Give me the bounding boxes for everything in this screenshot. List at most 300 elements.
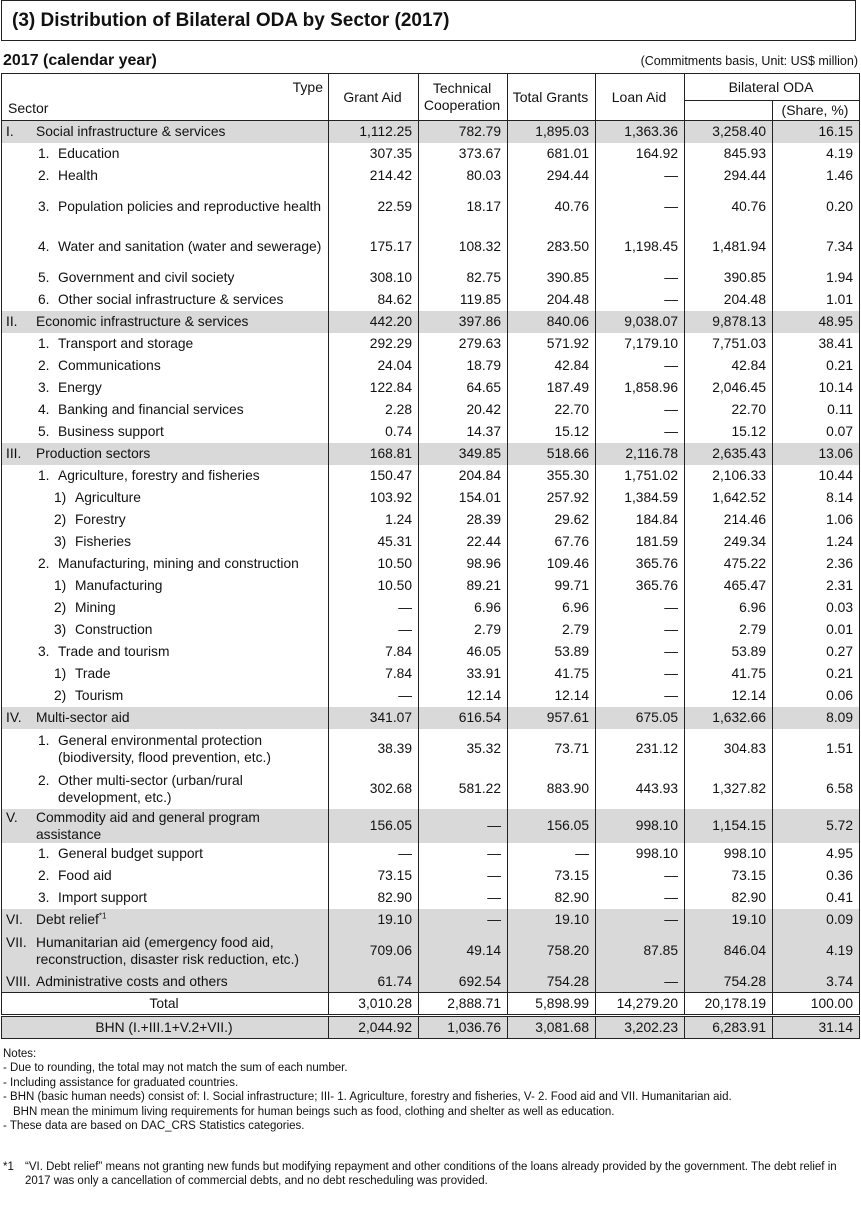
value-cell: 53.89 bbox=[685, 641, 773, 663]
value-cell: — bbox=[596, 421, 685, 443]
value-cell: 692.54 bbox=[419, 971, 508, 993]
sector-cell bbox=[2, 909, 329, 931]
sector-cell bbox=[2, 769, 329, 809]
sector-number: 3) bbox=[54, 534, 67, 549]
sector-name-wrap bbox=[36, 911, 322, 928]
sector-label bbox=[6, 772, 322, 806]
value-cell: 0.07 bbox=[773, 421, 860, 443]
sector-name: Manufacturing bbox=[75, 578, 163, 593]
table-row bbox=[2, 663, 860, 685]
sector-name: Production sectors bbox=[36, 446, 151, 461]
value-cell: 82.90 bbox=[685, 887, 773, 909]
value-cell: 1,858.96 bbox=[596, 377, 685, 399]
sector-name: Agriculture bbox=[75, 490, 141, 505]
sector-cell bbox=[2, 553, 329, 575]
sector-cell bbox=[2, 143, 329, 165]
value-cell: — bbox=[419, 809, 508, 843]
sector-name: General budget support bbox=[58, 846, 203, 861]
value-cell: — bbox=[596, 187, 685, 227]
value-cell: 355.30 bbox=[508, 465, 596, 487]
value-cell: 73.15 bbox=[329, 865, 419, 887]
table-row bbox=[2, 267, 860, 289]
sector-number: 2. bbox=[38, 556, 50, 571]
value-cell: 257.92 bbox=[508, 487, 596, 509]
value-cell: 349.85 bbox=[419, 443, 508, 465]
sector-cell bbox=[2, 333, 329, 355]
value-cell: 2.36 bbox=[773, 553, 860, 575]
value-cell: — bbox=[329, 597, 419, 619]
sector-label bbox=[6, 489, 322, 506]
sector-name: General environmental protection (biodiversity, flood prevention, etc.) bbox=[58, 732, 271, 765]
sector-number: 1) bbox=[54, 578, 67, 593]
value-cell: 10.50 bbox=[329, 553, 419, 575]
value-cell: 0.74 bbox=[329, 421, 419, 443]
sector-label bbox=[6, 665, 322, 682]
value-cell: 0.41 bbox=[773, 887, 860, 909]
sector-name-wrap bbox=[58, 238, 322, 255]
table-row bbox=[2, 729, 860, 769]
value-cell: 98.96 bbox=[419, 553, 508, 575]
value-cell: 35.32 bbox=[419, 729, 508, 769]
notes bbox=[3, 1047, 853, 1133]
sector-name-wrap bbox=[36, 445, 322, 462]
value-cell: 1.94 bbox=[773, 267, 860, 289]
value-cell: — bbox=[596, 865, 685, 887]
sector-name-wrap bbox=[58, 379, 322, 396]
value-cell: — bbox=[596, 619, 685, 641]
value-cell: 1,327.82 bbox=[685, 769, 773, 809]
bilateral-oda-header: Bilateral ODA bbox=[685, 74, 860, 101]
sector-label bbox=[6, 621, 322, 638]
sector-number: 1. bbox=[38, 468, 50, 483]
value-cell: 73.15 bbox=[508, 865, 596, 887]
sector-name: Construction bbox=[75, 622, 153, 637]
sector-cell bbox=[2, 641, 329, 663]
value-cell: 7.34 bbox=[773, 227, 860, 267]
value-cell: — bbox=[329, 843, 419, 865]
table-row bbox=[2, 887, 860, 909]
type-sector-header bbox=[2, 74, 329, 121]
value-cell: 48.95 bbox=[773, 311, 860, 333]
value-cell: 156.05 bbox=[508, 809, 596, 843]
share-header: (Share, %) bbox=[773, 101, 860, 121]
value-cell: 181.59 bbox=[596, 531, 685, 553]
value-cell: — bbox=[596, 165, 685, 187]
sector-cell bbox=[2, 509, 329, 531]
sector-name: Energy bbox=[58, 380, 102, 395]
sector-cell bbox=[2, 377, 329, 399]
value-cell: 279.63 bbox=[419, 333, 508, 355]
value-cell: 12.14 bbox=[508, 685, 596, 707]
sector-cell bbox=[2, 663, 329, 685]
sector-name: Population policies and reproductive health bbox=[58, 199, 322, 214]
value-cell: 82.90 bbox=[329, 887, 419, 909]
value-cell: 2,116.78 bbox=[596, 443, 685, 465]
value-cell: 168.81 bbox=[329, 443, 419, 465]
value-cell: 204.48 bbox=[685, 289, 773, 311]
value-cell: 204.84 bbox=[419, 465, 508, 487]
sector-name: Tourism bbox=[75, 688, 124, 703]
sector-name-wrap bbox=[75, 687, 322, 704]
value-cell: 2.79 bbox=[685, 619, 773, 641]
bhn-table bbox=[1, 1016, 860, 1039]
value-cell: 571.92 bbox=[508, 333, 596, 355]
sector-name-wrap bbox=[58, 555, 322, 572]
sector-name-wrap bbox=[58, 167, 322, 184]
sector-label bbox=[6, 335, 322, 352]
value-cell: 103.92 bbox=[329, 487, 419, 509]
page-title: (3) Distribution of Bilateral ODA by Sector (2017) bbox=[12, 10, 450, 31]
sector-name-wrap bbox=[75, 533, 322, 550]
value-cell: — bbox=[596, 641, 685, 663]
sector-label bbox=[6, 809, 322, 843]
sector-name: Business support bbox=[58, 424, 164, 439]
total-cell: 20,178.19 bbox=[685, 993, 773, 1015]
value-cell: 4.19 bbox=[773, 931, 860, 971]
sector-name: Manufacturing, mining and construction bbox=[58, 556, 299, 571]
footnote-ref: *1 bbox=[98, 911, 107, 921]
sector-number: 3) bbox=[54, 622, 67, 637]
sector-name: Water and sanitation (water and sewerage) bbox=[58, 239, 322, 254]
value-cell: 45.31 bbox=[329, 531, 419, 553]
value-cell: 46.05 bbox=[419, 641, 508, 663]
sector-name-wrap bbox=[58, 145, 322, 162]
value-cell: 249.34 bbox=[685, 531, 773, 553]
year-label: 2017 (calendar year) bbox=[3, 52, 157, 69]
value-cell: 341.07 bbox=[329, 707, 419, 729]
sector-name-wrap bbox=[36, 973, 322, 990]
sector-label bbox=[6, 845, 322, 862]
value-cell: 5.72 bbox=[773, 809, 860, 843]
value-cell: 231.12 bbox=[596, 729, 685, 769]
value-cell: 294.44 bbox=[685, 165, 773, 187]
value-cell: 22.44 bbox=[419, 531, 508, 553]
sector-number: 1) bbox=[54, 666, 67, 681]
sector-cell bbox=[2, 707, 329, 729]
sector-label bbox=[6, 643, 322, 660]
sector-cell bbox=[2, 887, 329, 909]
value-cell: 19.10 bbox=[329, 909, 419, 931]
table-row bbox=[2, 311, 860, 333]
sector-cell bbox=[2, 729, 329, 769]
value-cell: 19.10 bbox=[508, 909, 596, 931]
sector-number: VIII. bbox=[6, 973, 31, 989]
bilateral-oda-amount-header bbox=[685, 101, 773, 121]
sector-name-wrap bbox=[75, 599, 322, 616]
table-row bbox=[2, 443, 860, 465]
sector-name-wrap bbox=[58, 401, 322, 418]
title-box bbox=[1, 0, 856, 41]
sector-name-wrap bbox=[58, 269, 322, 286]
sector-number: 3. bbox=[38, 644, 50, 659]
value-cell: — bbox=[596, 909, 685, 931]
value-cell: 38.39 bbox=[329, 729, 419, 769]
sector-name-wrap bbox=[58, 643, 322, 660]
value-cell: 4.19 bbox=[773, 143, 860, 165]
value-cell: 64.65 bbox=[419, 377, 508, 399]
value-cell: 12.14 bbox=[419, 685, 508, 707]
value-cell: 40.76 bbox=[685, 187, 773, 227]
value-cell: 302.68 bbox=[329, 769, 419, 809]
sector-number: IV. bbox=[6, 710, 22, 725]
table-body bbox=[2, 121, 860, 1015]
value-cell: — bbox=[419, 887, 508, 909]
value-cell: 3.74 bbox=[773, 971, 860, 993]
value-cell: 2.28 bbox=[329, 399, 419, 421]
sector-cell bbox=[2, 575, 329, 597]
value-cell: 0.27 bbox=[773, 641, 860, 663]
sector-number: 1) bbox=[54, 490, 67, 505]
value-cell: 998.10 bbox=[596, 809, 685, 843]
bhn-cell: 31.14 bbox=[773, 1017, 860, 1039]
sector-label bbox=[6, 167, 322, 184]
sector-label bbox=[6, 911, 322, 928]
value-cell: 390.85 bbox=[508, 267, 596, 289]
value-cell: 2,106.33 bbox=[685, 465, 773, 487]
loan-aid-header: Loan Aid bbox=[596, 74, 685, 121]
value-cell: 0.09 bbox=[773, 909, 860, 931]
value-cell: 1.01 bbox=[773, 289, 860, 311]
value-cell: 0.36 bbox=[773, 865, 860, 887]
table-row bbox=[2, 707, 860, 729]
sector-label bbox=[6, 291, 322, 308]
sector-name-wrap bbox=[75, 621, 322, 638]
sector-label bbox=[6, 269, 322, 286]
sector-name: Food aid bbox=[58, 868, 112, 883]
sector-label bbox=[6, 973, 322, 990]
value-cell: 1,751.02 bbox=[596, 465, 685, 487]
sector-number: 2. bbox=[38, 168, 50, 183]
notes-heading: Notes: bbox=[3, 1048, 37, 1060]
sector-name: Other social infrastructure & services bbox=[58, 292, 284, 307]
sector-name: Forestry bbox=[75, 512, 126, 527]
sector-name-wrap bbox=[36, 809, 322, 843]
sector-number: VII. bbox=[6, 934, 27, 950]
sector-name: Multi-sector aid bbox=[36, 710, 130, 725]
value-cell: 8.14 bbox=[773, 487, 860, 509]
value-cell: 1,154.15 bbox=[685, 809, 773, 843]
total-cell: 2,888.71 bbox=[419, 993, 508, 1015]
value-cell: — bbox=[596, 971, 685, 993]
value-cell: 294.44 bbox=[508, 165, 596, 187]
value-cell: 16.15 bbox=[773, 121, 860, 143]
footnote bbox=[3, 1160, 853, 1189]
total-grants-header: Total Grants bbox=[508, 74, 596, 121]
note-line: - These data are based on DAC_CRS Statistics categories. bbox=[3, 1120, 305, 1133]
table-row bbox=[2, 465, 860, 487]
table-row bbox=[2, 487, 860, 509]
value-cell: 7,179.10 bbox=[596, 333, 685, 355]
sector-name: Administrative costs and others bbox=[36, 973, 228, 989]
value-cell: 99.71 bbox=[508, 575, 596, 597]
sector-number: 2) bbox=[54, 512, 67, 527]
sector-label bbox=[6, 934, 322, 968]
sector-number: 3. bbox=[38, 890, 50, 905]
sector-name-wrap bbox=[58, 198, 322, 215]
bhn-cell: 3,202.23 bbox=[596, 1017, 685, 1039]
value-cell: 1.24 bbox=[773, 531, 860, 553]
value-cell: 709.06 bbox=[329, 931, 419, 971]
value-cell: 214.46 bbox=[685, 509, 773, 531]
sector-name-wrap bbox=[58, 335, 322, 352]
value-cell: — bbox=[329, 685, 419, 707]
sector-name-wrap bbox=[75, 665, 322, 682]
value-cell: 883.90 bbox=[508, 769, 596, 809]
value-cell: 87.85 bbox=[596, 931, 685, 971]
value-cell: 0.21 bbox=[773, 355, 860, 377]
value-cell: 61.74 bbox=[329, 971, 419, 993]
sector-number: 1. bbox=[38, 146, 50, 161]
sector-name-wrap bbox=[36, 313, 322, 330]
table-row bbox=[2, 399, 860, 421]
sector-label bbox=[6, 313, 322, 330]
bhn-cell: 3,081.68 bbox=[508, 1017, 596, 1039]
value-cell: 6.58 bbox=[773, 769, 860, 809]
sector-name-wrap bbox=[75, 577, 322, 594]
value-cell: 397.86 bbox=[419, 311, 508, 333]
sector-cell bbox=[2, 843, 329, 865]
sector-label bbox=[6, 867, 322, 884]
note-line: - BHN (basic human needs) consist of: I. Social infrastructure; III- 1. Agriculture, forestry and fisheries, V- 2. Food aid and VII. Humanitarian aid. bbox=[3, 1091, 732, 1104]
value-cell: 782.79 bbox=[419, 121, 508, 143]
sector-header: Sector bbox=[8, 100, 49, 116]
sector-name: Education bbox=[58, 146, 120, 161]
sector-cell bbox=[2, 187, 329, 227]
table-row bbox=[2, 421, 860, 443]
table-row bbox=[2, 809, 860, 843]
value-cell: 28.39 bbox=[419, 509, 508, 531]
sector-number: I. bbox=[6, 124, 14, 140]
value-cell: 10.50 bbox=[329, 575, 419, 597]
value-cell: 156.05 bbox=[329, 809, 419, 843]
value-cell: 42.84 bbox=[685, 355, 773, 377]
sector-cell bbox=[2, 487, 329, 509]
sector-name-wrap bbox=[58, 889, 322, 906]
value-cell: 40.76 bbox=[508, 187, 596, 227]
bhn-cell: 1,036.76 bbox=[419, 1017, 508, 1039]
sector-number: 4. bbox=[38, 402, 50, 417]
value-cell: 1,895.03 bbox=[508, 121, 596, 143]
sector-cell bbox=[2, 289, 329, 311]
sector-name-wrap bbox=[58, 772, 322, 806]
sector-name-wrap bbox=[75, 489, 322, 506]
sector-number: 6. bbox=[38, 292, 50, 307]
sector-cell bbox=[2, 931, 329, 971]
table-row bbox=[2, 865, 860, 887]
value-cell: 475.22 bbox=[685, 553, 773, 575]
sector-name: Communications bbox=[58, 358, 161, 373]
type-header: Type bbox=[292, 79, 323, 95]
table-row bbox=[2, 227, 860, 267]
sector-name: Fisheries bbox=[75, 534, 131, 549]
sector-label bbox=[6, 687, 322, 704]
sector-number: 2. bbox=[38, 868, 50, 883]
value-cell: — bbox=[508, 843, 596, 865]
value-cell: 41.75 bbox=[685, 663, 773, 685]
table-row bbox=[2, 575, 860, 597]
sector-cell bbox=[2, 809, 329, 843]
sector-number: 5. bbox=[38, 270, 50, 285]
value-cell: — bbox=[596, 399, 685, 421]
value-cell: 0.01 bbox=[773, 619, 860, 641]
sector-number: 5. bbox=[38, 424, 50, 439]
value-cell: 3,258.40 bbox=[685, 121, 773, 143]
value-cell: 109.46 bbox=[508, 553, 596, 575]
value-cell: 283.50 bbox=[508, 227, 596, 267]
value-cell: 184.84 bbox=[596, 509, 685, 531]
value-cell: 675.05 bbox=[596, 707, 685, 729]
sector-label bbox=[6, 445, 322, 462]
table-row bbox=[2, 289, 860, 311]
table-row bbox=[2, 931, 860, 971]
value-cell: 20.42 bbox=[419, 399, 508, 421]
total-label: Total bbox=[2, 993, 329, 1015]
value-cell: 442.20 bbox=[329, 311, 419, 333]
value-cell: 41.75 bbox=[508, 663, 596, 685]
sector-number: 2. bbox=[38, 772, 50, 788]
sector-label bbox=[6, 732, 322, 766]
table-row bbox=[2, 333, 860, 355]
sector-cell bbox=[2, 355, 329, 377]
value-cell: 0.21 bbox=[773, 663, 860, 685]
value-cell: 616.54 bbox=[419, 707, 508, 729]
sector-label bbox=[6, 889, 322, 906]
value-cell: 1,481.94 bbox=[685, 227, 773, 267]
value-cell: 518.66 bbox=[508, 443, 596, 465]
value-cell: 581.22 bbox=[419, 769, 508, 809]
value-cell: 24.04 bbox=[329, 355, 419, 377]
sector-cell bbox=[2, 421, 329, 443]
sector-number: 2. bbox=[38, 358, 50, 373]
table-row bbox=[2, 641, 860, 663]
value-cell: 754.28 bbox=[508, 971, 596, 993]
table-row bbox=[2, 597, 860, 619]
value-cell: 0.20 bbox=[773, 187, 860, 227]
value-cell: 681.01 bbox=[508, 143, 596, 165]
note-line: - Due to rounding, the total may not match the sum of each number. bbox=[3, 1062, 348, 1075]
sector-name: Agriculture, forestry and fisheries bbox=[58, 468, 260, 483]
value-cell: 22.59 bbox=[329, 187, 419, 227]
value-cell: — bbox=[596, 663, 685, 685]
value-cell: 840.06 bbox=[508, 311, 596, 333]
value-cell: 1,112.25 bbox=[329, 121, 419, 143]
units-label: (Commitments basis, Unit: US$ million) bbox=[640, 54, 858, 68]
note-line: BHN mean the minimum living requirements for human beings such as food, clothing and shelter as well as education. bbox=[13, 1105, 615, 1118]
value-cell: 2.79 bbox=[508, 619, 596, 641]
sector-name-wrap bbox=[36, 709, 322, 726]
value-cell: 1.24 bbox=[329, 509, 419, 531]
table-row bbox=[2, 769, 860, 809]
sector-name: Trade bbox=[75, 666, 111, 681]
sector-cell bbox=[2, 971, 329, 993]
value-cell: — bbox=[596, 267, 685, 289]
value-cell: 42.84 bbox=[508, 355, 596, 377]
value-cell: 22.70 bbox=[508, 399, 596, 421]
value-cell: 365.76 bbox=[596, 575, 685, 597]
value-cell: 373.67 bbox=[419, 143, 508, 165]
value-cell: 214.42 bbox=[329, 165, 419, 187]
table-row bbox=[2, 377, 860, 399]
note-line: - Including assistance for graduated countries. bbox=[3, 1076, 239, 1089]
technical-cooperation-header: Technical Cooperation bbox=[419, 74, 508, 121]
value-cell: 22.70 bbox=[685, 399, 773, 421]
value-cell: 9,878.13 bbox=[685, 311, 773, 333]
sector-name: Banking and financial services bbox=[58, 402, 244, 417]
sector-name-wrap bbox=[58, 732, 322, 766]
total-cell: 14,279.20 bbox=[596, 993, 685, 1015]
sector-name-wrap bbox=[58, 423, 322, 440]
sector-number: 1. bbox=[38, 336, 50, 351]
